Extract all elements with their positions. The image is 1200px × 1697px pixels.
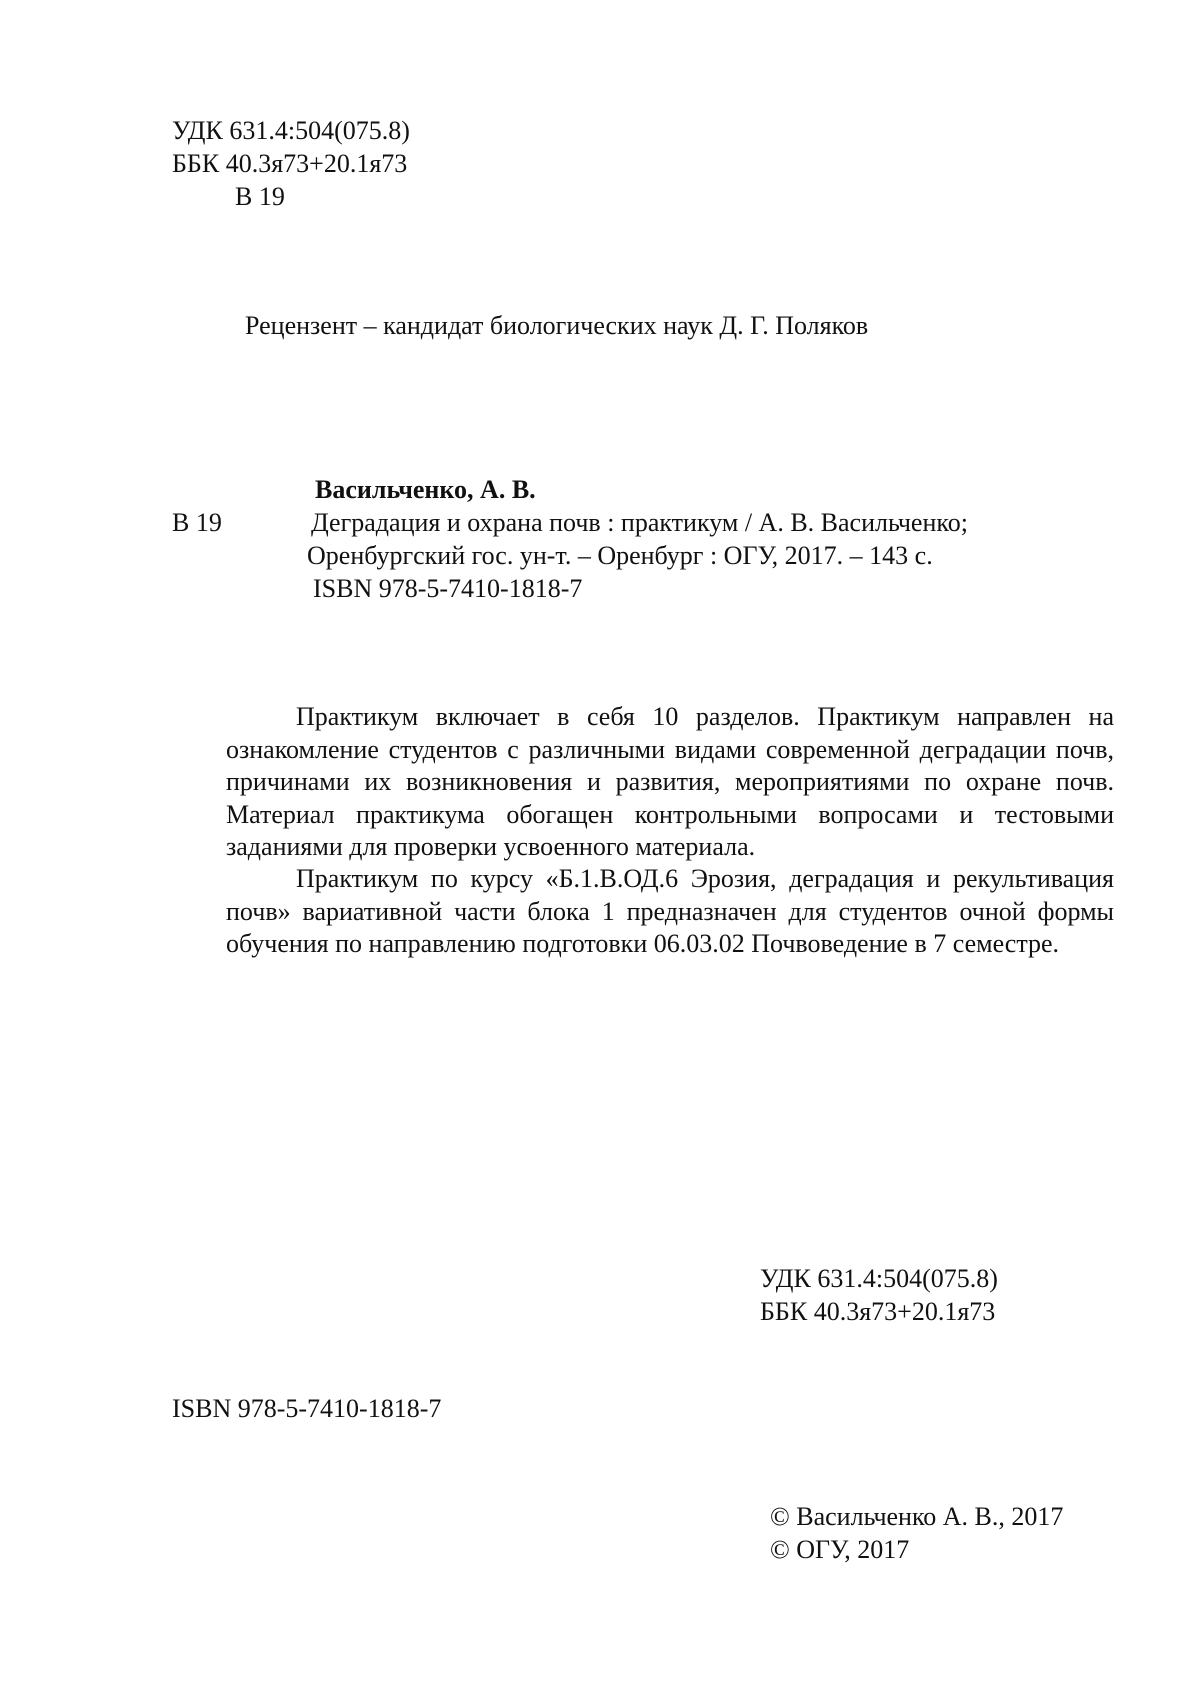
udk-code: УДК 631.4:504(075.8) [172,116,410,145]
annotation-paragraph-1: Практикум включает в себя 10 разделов. Практикум направлен на ознакомление студентов с различными видами современной деградации почв, причинами их возникновения и развития, мероприятиями по охране почв. Материал практикума обогащен контрольными вопросами и тестовыми заданиями для проверки усвоенного материала. [226,702,1114,861]
author-mark: В 19 [235,182,285,211]
catalog-title-line: Деградация и охрана почв : практикум / А. В. Васильченко; [311,508,968,537]
reviewer-line: Рецензент – кандидат биологических наук Д. Г. Поляков [245,311,869,340]
catalog-isbn: ISBN 978-5-7410-1818-7 [313,574,583,603]
copyright-author: © Васильченко А. В., 2017 [770,1502,1064,1531]
bbk-code: ББК 40.3я73+20.1я73 [172,149,408,178]
footer-isbn: ISBN 978-5-7410-1818-7 [172,1394,442,1423]
footer-bbk-code: ББК 40.3я73+20.1я73 [760,1297,996,1326]
catalog-author: Васильченко, А. В. [315,475,536,504]
catalog-author-mark: В 19 [172,508,222,537]
annotation-paragraph-2: Практикум по курсу «Б.1.В.ОД.6 Эрозия, деградация и рекультивация почв» вариативной части блока 1 предназначен для студентов очной формы обучения по направлению подготовки 06.03.02 Почвоведение в 7 семестре. [226,864,1114,958]
footer-udk-code: УДК 631.4:504(075.8) [760,1264,998,1293]
catalog-publisher-line: Оренбургский гос. ун-т. – Оренбург : ОГУ, 2017. – 143 с. [307,541,933,570]
copyright-org: © ОГУ, 2017 [770,1535,910,1564]
